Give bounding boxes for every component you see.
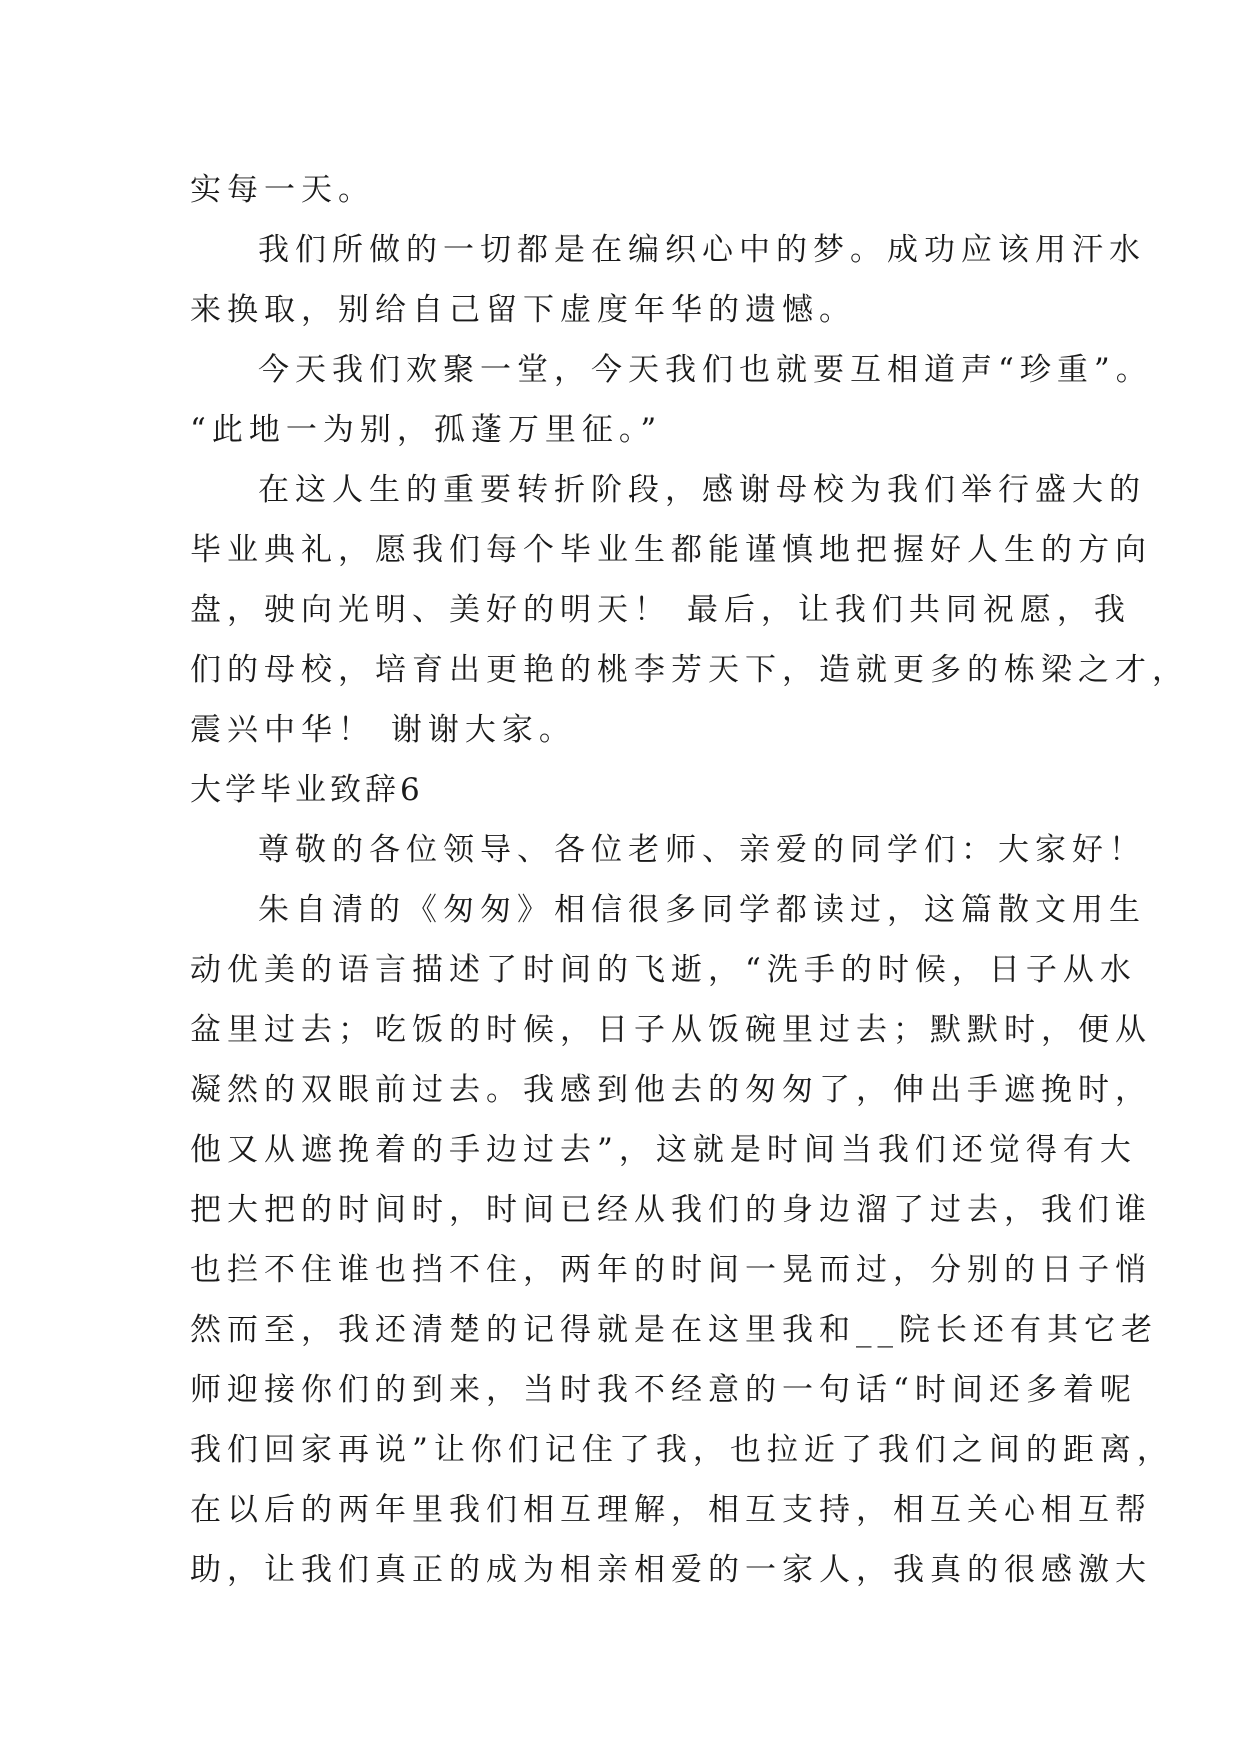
paragraph-line: 今天我们欢聚一堂，今天我们也就要互相道声“珍重”。 xyxy=(258,352,1153,388)
paragraph-line: 我们所做的一切都是在编织心中的梦。成功应该用汗水 xyxy=(258,232,1146,268)
paragraph-line: 尊敬的各位领导、各位老师、亲爱的同学们：大家好！ xyxy=(258,832,1146,868)
paragraph-line: 来换取，别给自己留下虚度年华的遗憾。 xyxy=(190,292,856,328)
paragraph-line: 师迎接你们的到来，当时我不经意的一句话“时间还多着呢 xyxy=(190,1372,1137,1408)
paragraph-line: 朱自清的《匆匆》相信很多同学都读过，这篇散文用生 xyxy=(258,892,1146,928)
paragraph-line: 们的母校，培育出更艳的桃李芳天下，造就更多的栋梁之才， xyxy=(190,652,1189,688)
paragraph-line: 实每一天。 xyxy=(190,172,375,208)
paragraph-line: 也拦不住谁也挡不住，两年的时间一晃而过，分别的日子悄 xyxy=(190,1252,1152,1288)
paragraph-line: 我们回家再说”让你们记住了我，也拉近了我们之间的距离， xyxy=(190,1432,1174,1468)
paragraph-line: 在这人生的重要转折阶段，感谢母校为我们举行盛大的 xyxy=(258,472,1146,508)
paragraph-line: 助，让我们真正的成为相亲相爱的一家人，我真的很感激大 xyxy=(190,1552,1152,1588)
paragraph-line: 他又从遮挽着的手边过去”，这就是时间当我们还觉得有大 xyxy=(190,1132,1137,1168)
paragraph-line: “此地一为别，孤蓬万里征。” xyxy=(190,412,663,448)
paragraph-line: 毕业典礼，愿我们每个毕业生都能谨慎地把握好人生的方向 xyxy=(190,532,1152,568)
paragraph-line: 动优美的语言描述了时间的飞逝，“洗手的时候，日子从水 xyxy=(190,952,1137,988)
section-heading: 大学毕业致辞6 xyxy=(190,772,424,808)
paragraph-line: 凝然的双眼前过去。我感到他去的匆匆了，伸出手遮挽时， xyxy=(190,1072,1152,1108)
paragraph-line: 把大把的时间时，时间已经从我们的身边溜了过去，我们谁 xyxy=(190,1192,1152,1228)
paragraph-line: 在以后的两年里我们相互理解，相互支持，相互关心相互帮 xyxy=(190,1492,1152,1528)
paragraph-line: 盆里过去；吃饭的时候，日子从饭碗里过去；默默时，便从 xyxy=(190,1012,1152,1048)
paragraph-line: 盘，驶向光明、美好的明天！ 最后，让我们共同祝愿，我 xyxy=(190,592,1131,628)
paragraph-line: 震兴中华！ 谢谢大家。 xyxy=(190,712,576,748)
paragraph-line: 然而至，我还清楚的记得就是在这里我和__院长还有其它老 xyxy=(190,1312,1158,1348)
document-body xyxy=(190,160,1189,1600)
